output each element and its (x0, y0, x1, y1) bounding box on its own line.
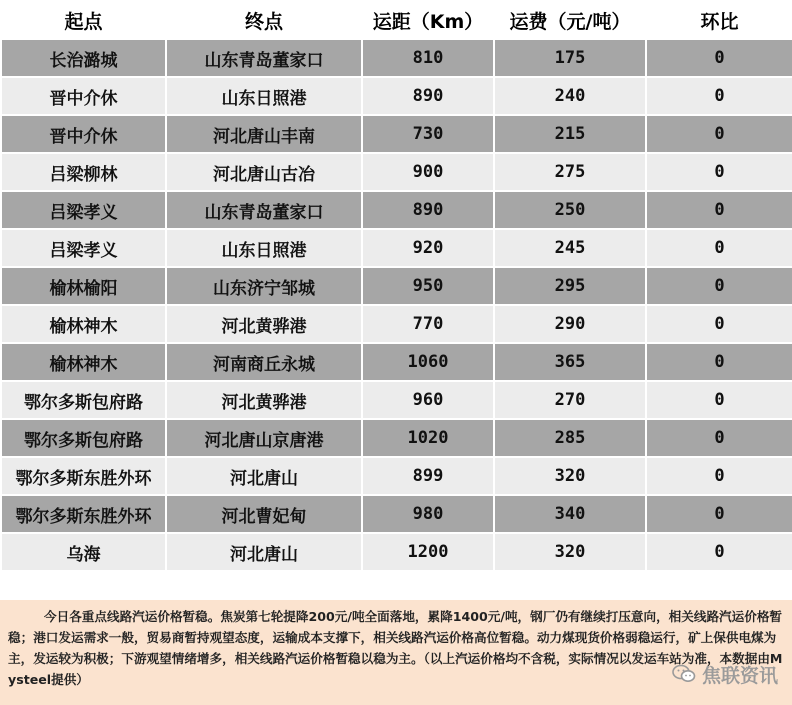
table-row (1, 39, 792, 77)
cell-change: 0 (646, 533, 792, 571)
cell-destination: 河北唐山 (166, 457, 362, 495)
table-row (1, 191, 792, 229)
cell-change: 0 (646, 229, 792, 267)
cell-origin: 鄂尔多斯包府路 (1, 419, 166, 457)
cell-distance: 890 (362, 77, 494, 115)
cell-destination: 山东青岛董家口 (166, 39, 362, 77)
table-row (1, 381, 792, 419)
cell-origin: 长治潞城 (1, 39, 166, 77)
cell-freight: 245 (494, 229, 646, 267)
wechat-icon (672, 664, 696, 684)
header-distance: 运距（Km） (362, 1, 494, 39)
cell-origin: 榆林神木 (1, 343, 166, 381)
cell-change: 0 (646, 115, 792, 153)
cell-destination: 河北黄骅港 (166, 305, 362, 343)
cell-destination: 山东日照港 (166, 229, 362, 267)
cell-distance: 730 (362, 115, 494, 153)
cell-distance: 899 (362, 457, 494, 495)
cell-freight: 290 (494, 305, 646, 343)
header-origin: 起点 (1, 1, 166, 39)
table-row (1, 115, 792, 153)
cell-destination: 河北曹妃甸 (166, 495, 362, 533)
table-row (1, 419, 792, 457)
header-freight: 运费（元/吨） (494, 1, 646, 39)
cell-destination: 山东济宁邹城 (166, 267, 362, 305)
cell-destination: 山东日照港 (166, 77, 362, 115)
cell-freight: 320 (494, 533, 646, 571)
cell-change: 0 (646, 457, 792, 495)
cell-freight: 250 (494, 191, 646, 229)
cell-change: 0 (646, 343, 792, 381)
table-header-row (1, 1, 792, 39)
table-row (1, 457, 792, 495)
cell-origin: 吕梁孝义 (1, 191, 166, 229)
cell-change: 0 (646, 39, 792, 77)
cell-freight: 320 (494, 457, 646, 495)
cell-freight: 175 (494, 39, 646, 77)
cell-freight: 275 (494, 153, 646, 191)
cell-destination: 河北唐山京唐港 (166, 419, 362, 457)
cell-origin: 乌海 (1, 533, 166, 571)
cell-freight: 365 (494, 343, 646, 381)
cell-freight: 215 (494, 115, 646, 153)
cell-origin: 鄂尔多斯包府路 (1, 381, 166, 419)
cell-distance: 960 (362, 381, 494, 419)
table-row (1, 267, 792, 305)
cell-change: 0 (646, 305, 792, 343)
cell-distance: 920 (362, 229, 494, 267)
cell-freight: 285 (494, 419, 646, 457)
market-note-text: 今日各重点线路汽运价格暂稳。焦炭第七轮提降200元/吨全面落地，累降1400元/吨，钢厂仍有继续打压意向，相关线路汽运价格暂稳；港口发运需求一般，贸易商暂持观望态度，运输成本支撑下，相关线路汽运价格高位暂稳。动力煤现货价格弱稳运行，矿上保供电煤为主，发运较为积极；下游观望情绪增多，相关线路汽运价格暂稳以稳为主。（以上汽运价格均不含税，实际情况以发运车站为准，本数据由Mysteel提供） (8, 609, 783, 687)
table-body (1, 39, 792, 571)
cell-freight: 295 (494, 267, 646, 305)
cell-origin: 晋中介休 (1, 77, 166, 115)
cell-destination: 河北唐山古冶 (166, 153, 362, 191)
cell-origin: 榆林神木 (1, 305, 166, 343)
table-row (1, 495, 792, 533)
cell-distance: 770 (362, 305, 494, 343)
cell-destination: 河北黄骅港 (166, 381, 362, 419)
cell-change: 0 (646, 495, 792, 533)
cell-origin: 吕梁柳林 (1, 153, 166, 191)
cell-distance: 1200 (362, 533, 494, 571)
cell-distance: 1020 (362, 419, 494, 457)
cell-distance: 980 (362, 495, 494, 533)
cell-distance: 810 (362, 39, 494, 77)
cell-change: 0 (646, 381, 792, 419)
cell-distance: 900 (362, 153, 494, 191)
table-row (1, 77, 792, 115)
table-row (1, 343, 792, 381)
cell-freight: 270 (494, 381, 646, 419)
cell-distance: 1060 (362, 343, 494, 381)
cell-origin: 晋中介休 (1, 115, 166, 153)
cell-change: 0 (646, 153, 792, 191)
cell-destination: 河北唐山丰南 (166, 115, 362, 153)
cell-destination: 河南商丘永城 (166, 343, 362, 381)
watermark-text: 焦联资讯 (701, 664, 778, 687)
cell-origin: 榆林榆阳 (1, 267, 166, 305)
cell-freight: 340 (494, 495, 646, 533)
cell-change: 0 (646, 419, 792, 457)
cell-change: 0 (646, 267, 792, 305)
cell-origin: 鄂尔多斯东胜外环 (1, 495, 166, 533)
market-note (0, 600, 792, 705)
cell-origin: 鄂尔多斯东胜外环 (1, 457, 166, 495)
cell-origin: 吕梁孝义 (1, 229, 166, 267)
table-row (1, 533, 792, 571)
cell-distance: 890 (362, 191, 494, 229)
cell-change: 0 (646, 191, 792, 229)
cell-destination: 山东青岛董家口 (166, 191, 362, 229)
table-row (1, 305, 792, 343)
cell-freight: 240 (494, 77, 646, 115)
header-destination: 终点 (166, 1, 362, 39)
watermark (672, 661, 778, 687)
table-row (1, 229, 792, 267)
table-row (1, 153, 792, 191)
cell-destination: 河北唐山 (166, 533, 362, 571)
header-change: 环比 (646, 1, 792, 39)
cell-distance: 950 (362, 267, 494, 305)
cell-change: 0 (646, 77, 792, 115)
